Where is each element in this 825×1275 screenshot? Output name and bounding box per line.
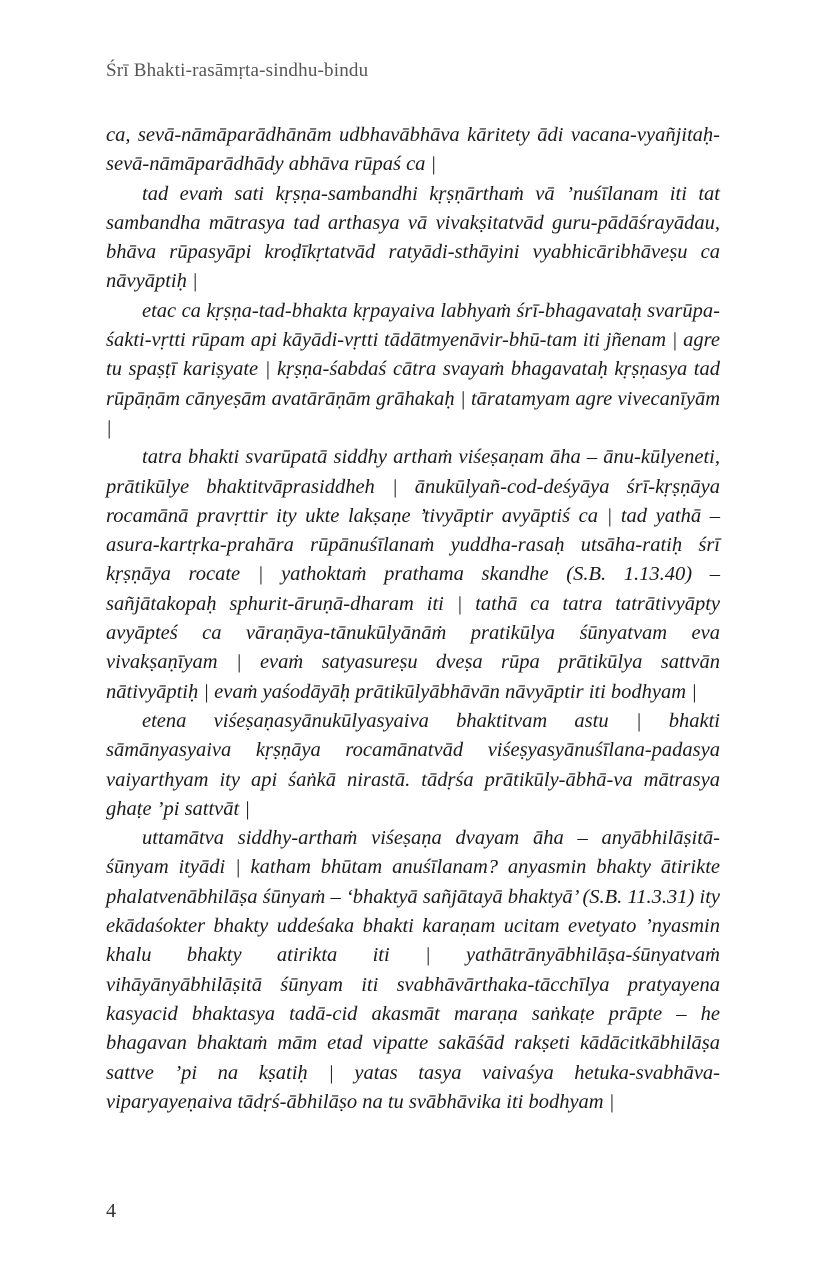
paragraph-3: etac ca kṛṣṇa-tad-bhakta kṛpayaiva labhyaṁ śrī-bhagavataḥ svarūpa-śakti-vṛtti rūpam api kāyādi-vṛtti tādātmyenāvir-bhū-tam iti jñenam | agre tu spaṣṭī kariṣyate | kṛṣṇa-śabdaś cātra svayaṁ bhagavataḥ kṛṣṇasya tad rūpāṇām cānyeṣām avatārāṇām grāhakaḥ | tāratamyam agre vivecanīyām | [106,299,720,439]
paragraph-2: tad evaṁ sati kṛṣṇa-sambandhi kṛṣṇārthaṁ vā ’nuśīlanam iti tat sambandha mātrasya tad arthasya vā vivakṣitatvād guru-pādāśrayādau, bhāva rūpasyāpi kroḍīkṛtatvād ratyādi-sthāyini vyabhicāribhāveṣu ca nāvyāptiḥ | [106,182,720,293]
page-number: 4 [106,1200,116,1222]
paragraph-6: uttamātva siddhy-arthaṁ viśeṣaṇa dvayam āha – anyābhilāṣitā-śūnyam ityādi | katham bhūtam anuśīlanam? anyasmin bhakty ātirikte phalatvenābhilāṣa śūnyaṁ – ‘bhaktyā sañjātayā bhaktyā’ (S.B. 11.3.31) ity ekādaśokter bhakty uddeśaka bhakti karaṇam ucitam evetyato ’nyasmin khalu bhakty atirikta iti | yathātrānyābhilāṣa-śūnyatvaṁ vihāyānyābhilāṣitā śūnyam iti svabhāvārthaka-tācchīlya pratyayena kasyacid bhaktasya tadā-cid akasmāt maraṇa saṅkaṭe prāpte – he bhagavan bhaktaṁ mām etad vipatte sakāśād rakṣeti kādācitkābhilāṣa sattve ’pi na kṣatiḥ | yatas tasya vaivaśya hetuka-svabhāva-viparyayeṇaiva tādṛś-ābhilāṣo na tu svābhāvika iti bodhyam | [106,827,720,1113]
body-text [106,121,720,1117]
running-header-title: Śrī Bhakti-rasāmṛta-sindhu-bindu [106,60,369,81]
paragraph-4: tatra bhakti svarūpatā siddhy arthaṁ viśeṣaṇam āha – ānu-kūlyeneti, prātikūlye bhaktitvāprasiddheh | ānukūlyañ-cod-deśyāya śrī-kṛṣṇāya rocamānā pravṛttir ity ukte lakṣaṇe ’tivyāptir avyāptiś ca | tad yathā – asura-kartṛka-prahāra rūpānuśīlanaṁ yuddha-rasaḥ utsāha-ratiḥ śrī kṛṣṇāya rocate | yathoktaṁ prathama skandhe (S.B. 1.13.40) – sañjātakopaḥ sphurit-āruṇā-dharam iti | tathā ca tatra tatrātivyāpty avyāpteś ca vāraṇāya-tānukūlyānāṁ pratikūlya śūnyatvam eva vivakṣaṇīyam | evaṁ satyasureṣu dveṣa rūpa prātikūlya sattvān nātivyāptiḥ | evaṁ yaśodāyāḥ prātikūlyābhāvān nāvyāptir iti bodhyam | [106,446,720,703]
paragraph-5: etena viśeṣaṇasyānukūlyasyaiva bhaktitvam astu | bhakti sāmānyasyaiva kṛṣṇāya rocamānatvād viśeṣyasyānuśīlana-padasya vaiyarthyam ity api śaṅkā nirastā. tādṛśa prātikūly-ābhā-va mātrasya ghaṭe ’pi sattvāt | [106,709,720,820]
paragraph-1: ca, sevā-nāmāparādhānām udbhavābhāva kāritety ādi vacana-vyañjitaḥ-sevā-nāmāparādhādy abhāva rūpaś ca | [106,124,720,176]
